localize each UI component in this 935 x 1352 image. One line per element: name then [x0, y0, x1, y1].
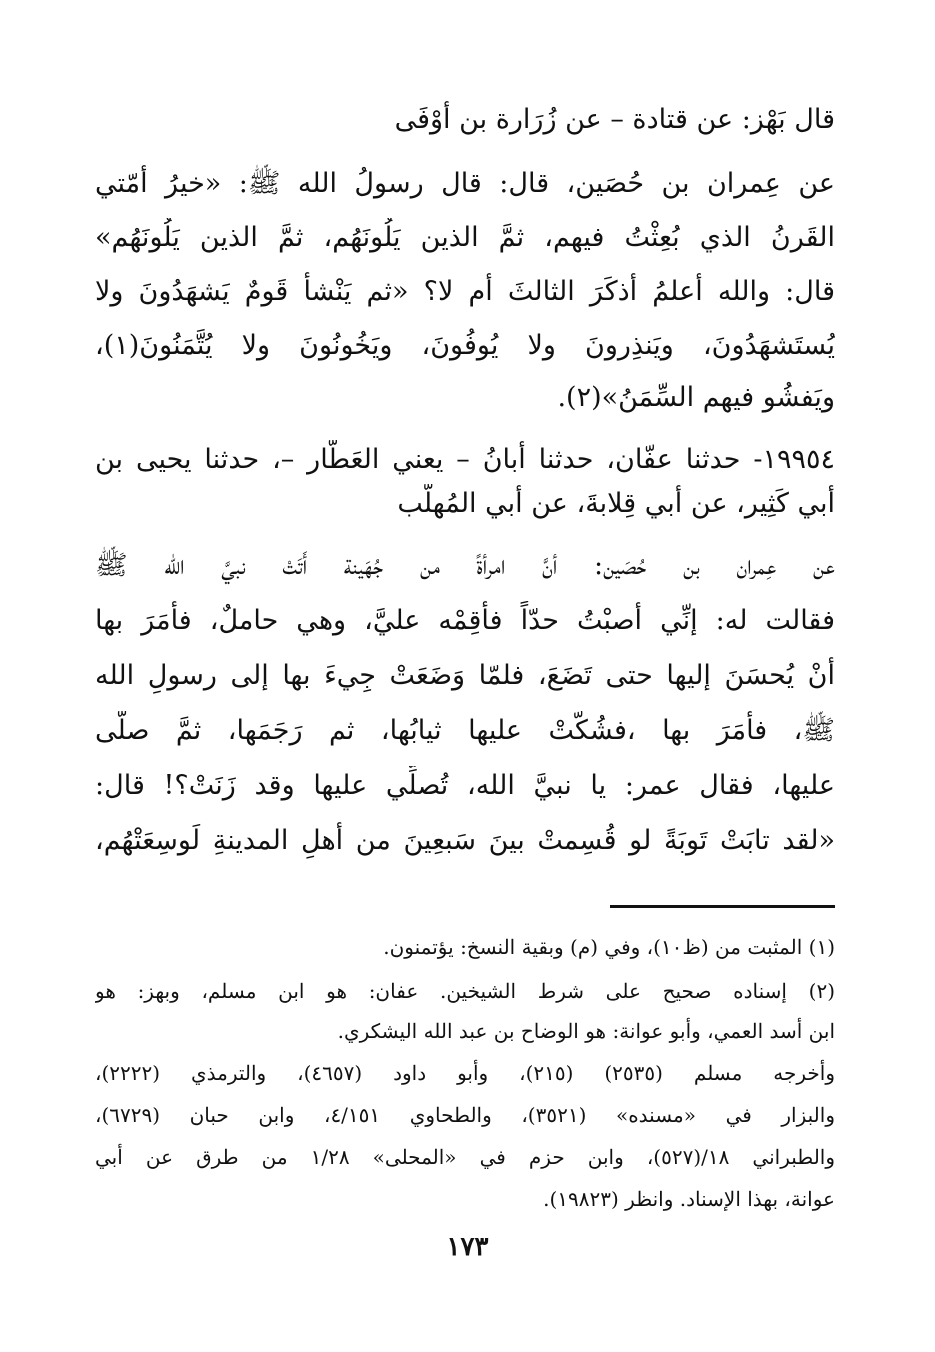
hadith-text-line: قال: والله أعلمُ أذكَرَ الثالثَ أم لا؟ «ثم يَنْشأُ قَومٌ يَشهَدُونَ ولا	[95, 276, 835, 307]
isnad-line: أبي كَثِير، عن أبي قِلابةَ، عن أبي المُهلَّب	[397, 488, 835, 519]
hadith-number-line: ١٩٩٥٤- حدثنا عفّان، حدثنا أبانُ – يعني العَطّار –، حدثنا يحيى بن	[95, 444, 835, 475]
footnote-line: والطبراني ١٨/(٥٢٧)، وابن حزم في «المحلى» ١/٢٨ من طرق عن أبي	[95, 1145, 835, 1169]
hadith-text-line: القَرنُ الذي بُعِثْتُ فيهم، ثمَّ الذين يَلُونَهُم، ثمَّ الذين يَلُونَهُم»	[95, 222, 835, 253]
hadith-text-line: ويَفشُو فيهم السِّمَنُ»(٢).	[557, 382, 835, 413]
hadith-text-line: عليها، فقال عمر: يا نبيَّ الله، تُصلِّي عليها وقد زَنَتْ؟! قال:	[95, 770, 835, 801]
footnote-line: وأخرجه مسلم (٢٥٣٥) (٢١٥)، وأبو داود (٤٦٥٧)، والترمذي (٢٢٢٢)،	[95, 1061, 835, 1085]
footnote-line: (١) المثبت من (ظ١٠)، وفي (م) وبقية النسخ: يؤتمنون.	[383, 935, 835, 959]
hadith-text-line: ﷺ، فأمَرَ بها ،فشُكَّتْ عليها ثيابُها، ثم رَجَمَها، ثمَّ صلَّى	[95, 715, 835, 746]
footnote-line: والبزار في «مسنده» (٣٥٢١)، والطحاوي ٤/١٥١، وابن حبان (٦٧٢٩)،	[95, 1103, 835, 1127]
footnote-line: (٢) إسناده صحيح على شرط الشيخين. عفان: هو ابن مسلم، وبهز: هو	[95, 979, 835, 1003]
page-number: ١٧٣	[446, 1232, 489, 1262]
footnote-line: عوانة، بهذا الإسناد. وانظر (١٩٨٢٣).	[543, 1187, 835, 1211]
isnad-line: قال بَهْز: عن قتادة – عن زُرَارة بن أَوْفَى	[394, 104, 835, 135]
hadith-text-line: «لقد تابَتْ تَوبَةً لو قُسِمتْ بينَ سَبعِينَ من أهلِ المدينةِ لَوسِعَتْهُم،	[95, 825, 835, 856]
hadith-text-line: عن عِمران بن حُصَين: أنَّ امرأةً من جُهَينة أَتَتْ نبيَّ الله ﷺ	[95, 550, 835, 581]
hadith-text-line: فقالت له: إنِّي أَصبْتُ حدّاً فأقِمْه عليَّ، وهي حاملٌ، فأمَرَ بها	[95, 605, 835, 636]
hadith-text-line: يُستَشهَدُونَ، ويَنذِرونَ ولا يُوفُونَ، ويَخُونُونَ ولا يُتَّمَنُونَ(١)،	[95, 330, 835, 361]
hadith-text-line: عن عِمران بن حُصَين، قال: قال رسولُ الله ﷺ: «خيرُ أُمّتي	[95, 168, 835, 199]
hadith-text-line: أنْ يُحسَنَ إليها حتى تَضَعَ، فلمّا وَضَعَتْ جِيءَ بها إلى رسولِ الله	[95, 660, 835, 691]
footnote-line: ابن أسد العمي، وأبو عوانة: هو الوضاح بن عبد الله اليشكري.	[337, 1019, 835, 1043]
footnote-divider	[610, 905, 835, 908]
